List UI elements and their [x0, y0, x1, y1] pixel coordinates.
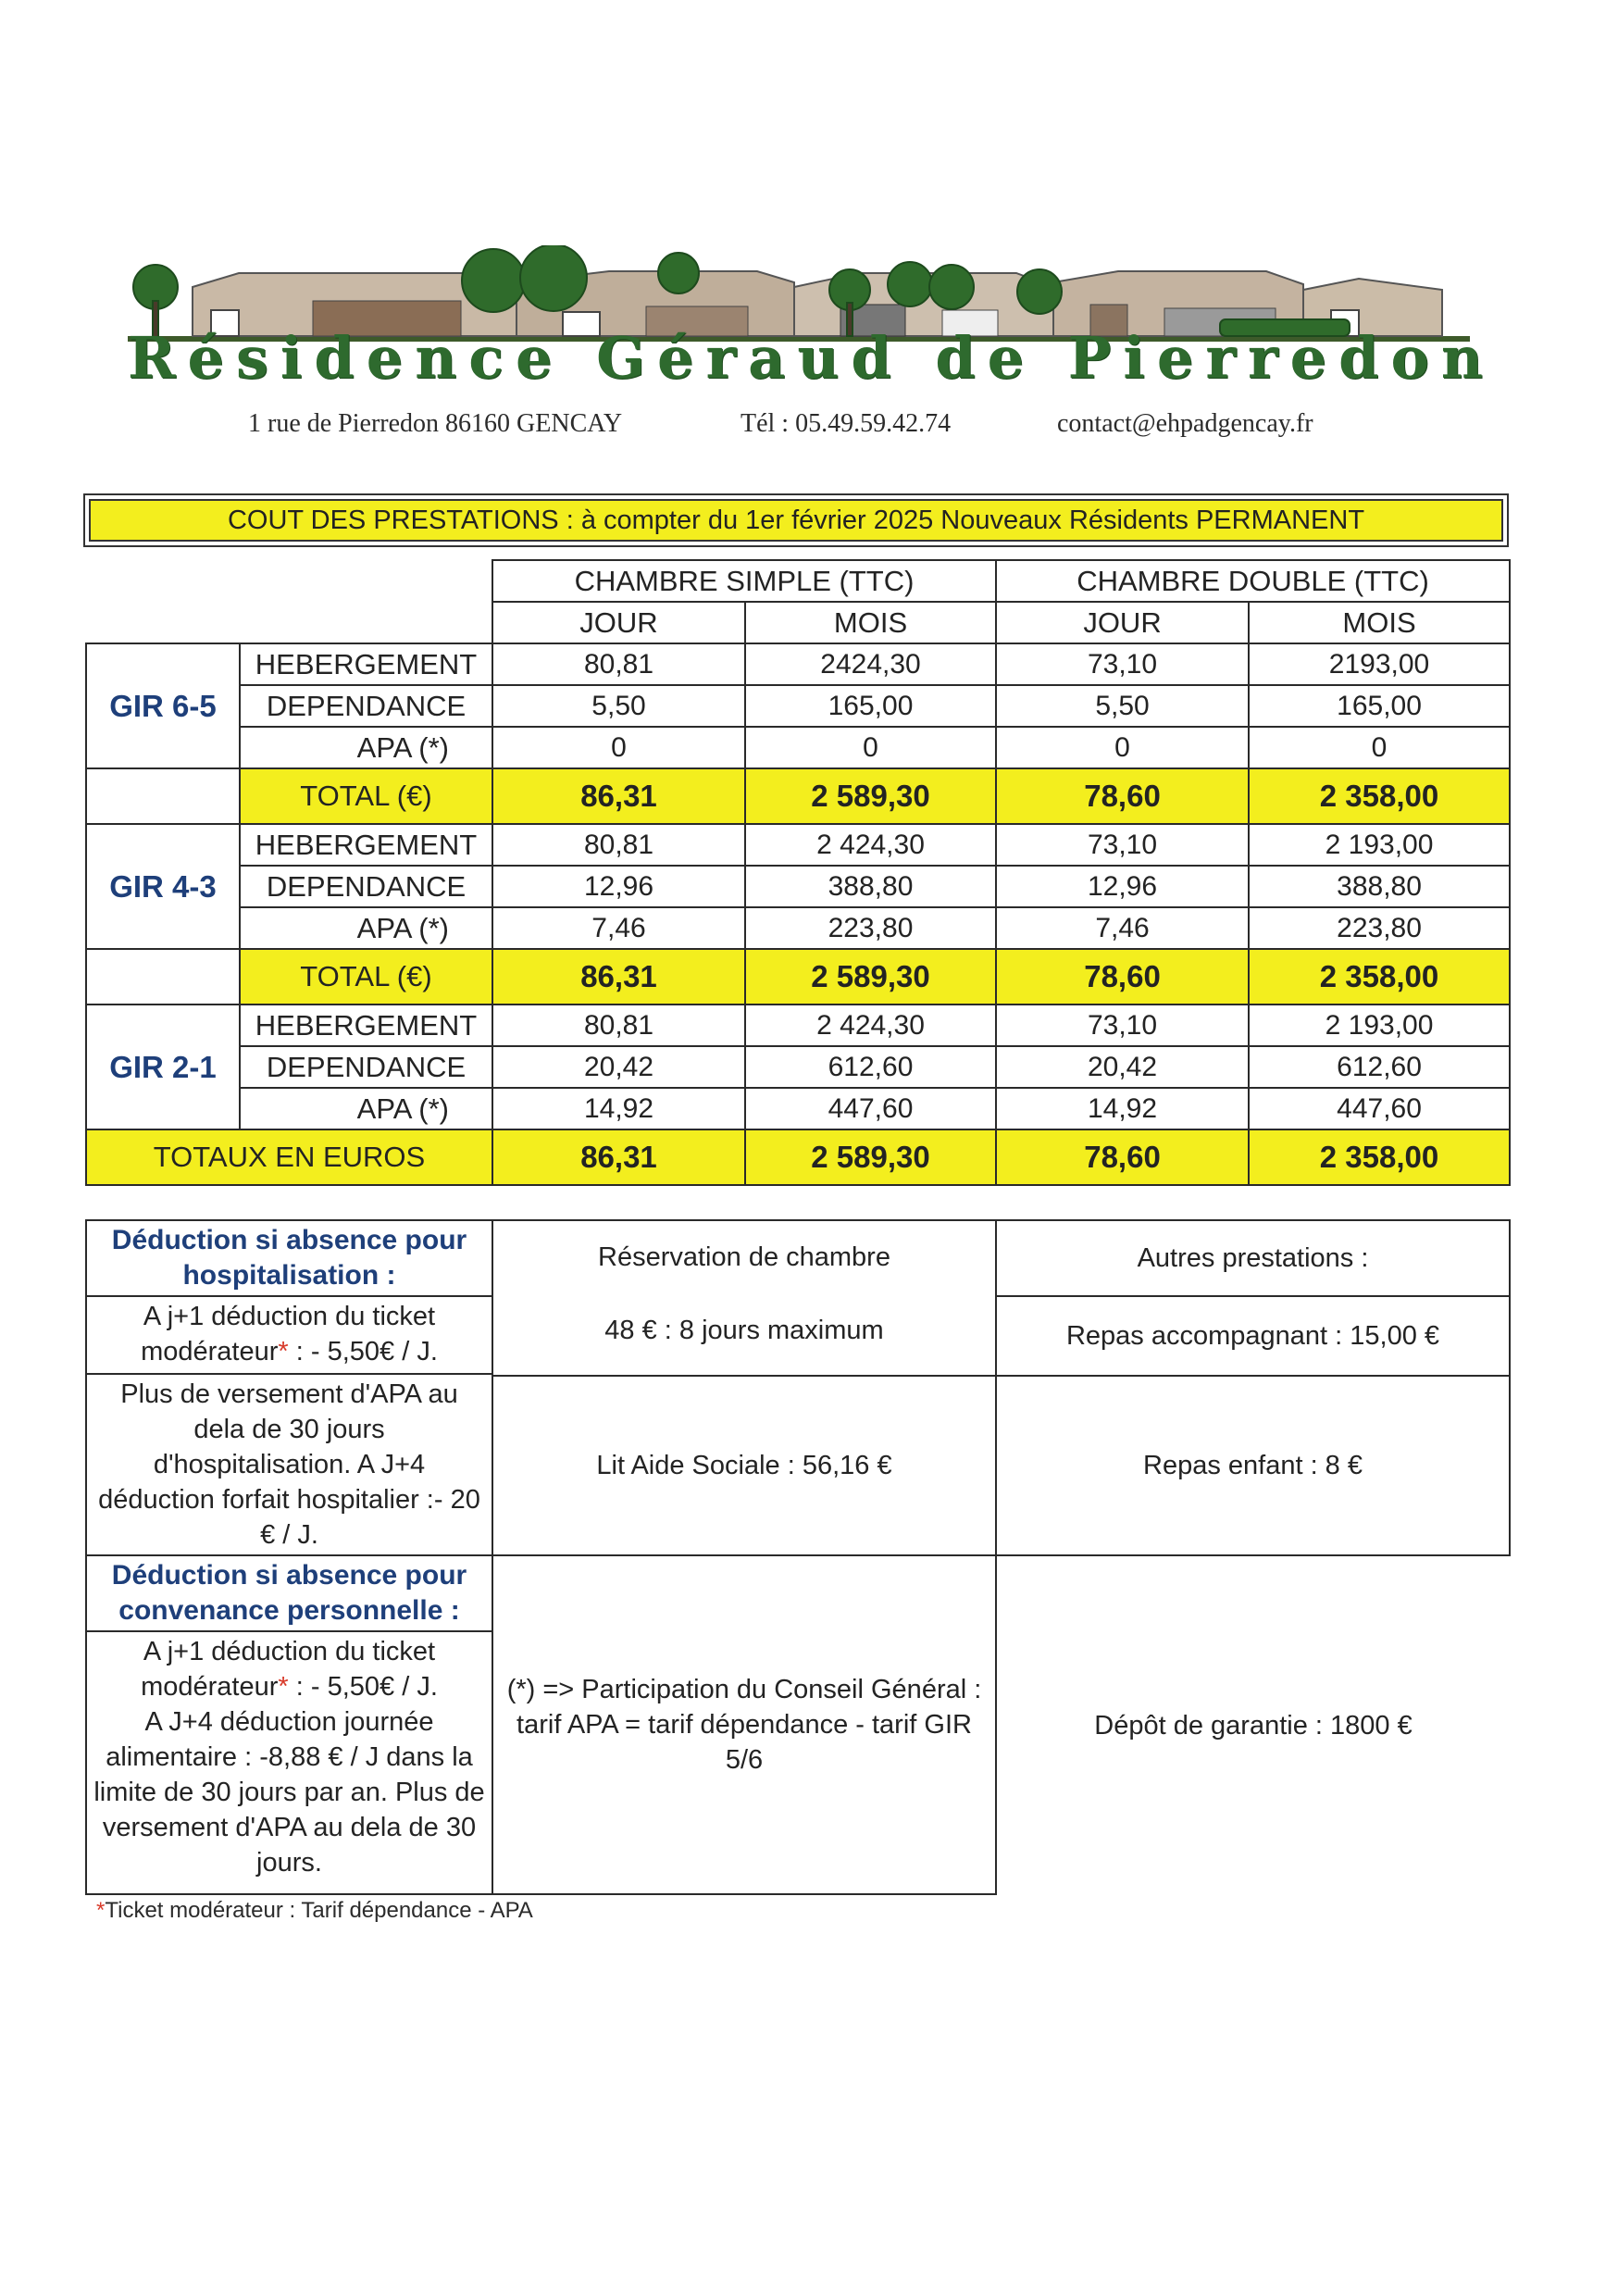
apa-note: (*) => Participation du Conseil Général : tarif APA = tarif dépendance - tarif GIR 5/6 — [492, 1555, 996, 1894]
address: 1 rue de Pierredon 86160 GENCAY — [248, 409, 623, 438]
cell: 2193,00 — [1249, 643, 1510, 685]
hosp-body: Plus de versement d'APA au dela de 30 jours d'hospitalisation. A J+4 déduction forfait hospitalier :- 20 € / J. — [87, 1373, 492, 1553]
cell: 0 — [492, 727, 745, 768]
gir-label: GIR 4-3 — [86, 824, 240, 949]
asterisk: * — [96, 1898, 106, 1923]
conv-title: Déduction si absence pour convenance personnelle : — [86, 1555, 492, 1631]
cell: 2 193,00 — [1249, 824, 1510, 866]
row-label: APA (*) — [240, 1088, 492, 1129]
footnote — [96, 1898, 533, 1924]
total-label: TOTAL (€) — [240, 949, 492, 1004]
cell: 447,60 — [1249, 1088, 1510, 1129]
col-mois: MOIS — [745, 602, 996, 643]
total-cell: 78,60 — [996, 768, 1249, 824]
total-cell: 78,60 — [996, 1129, 1249, 1185]
table-row — [86, 643, 1510, 685]
asterisk: * — [278, 1672, 289, 1702]
ticket-amount: : - 5,50€ / J. — [288, 1672, 438, 1702]
cell: 2 424,30 — [745, 824, 996, 866]
cell: 165,00 — [745, 685, 996, 727]
gir-label: GIR 6-5 — [86, 643, 240, 768]
empty-cell — [86, 949, 240, 1004]
conv-details — [86, 1631, 492, 1894]
cell: 0 — [996, 727, 1249, 768]
phone: Tél : 05.49.59.42.74 — [741, 409, 952, 438]
total-cell: 2 358,00 — [1249, 1129, 1510, 1185]
total-cell: 2 589,30 — [745, 1129, 996, 1185]
table-row — [86, 685, 1510, 727]
cell: 2424,30 — [745, 643, 996, 685]
table-row — [86, 866, 1510, 907]
cell: 14,92 — [996, 1088, 1249, 1129]
cell: 73,10 — [996, 643, 1249, 685]
reservation-title: Réservation de chambre — [598, 1242, 890, 1272]
table-row — [86, 824, 1510, 866]
repas-enfant: Repas enfant : 8 € — [996, 1376, 1510, 1555]
cell: 2 193,00 — [1249, 1004, 1510, 1046]
cell: 612,60 — [1249, 1046, 1510, 1088]
cell: 223,80 — [1249, 907, 1510, 949]
email: contact@ehpadgencay.fr — [1057, 409, 1313, 438]
ticket-word: modérateur — [141, 1337, 279, 1366]
cell: 5,50 — [996, 685, 1249, 727]
reservation-cell — [492, 1220, 996, 1376]
total-cell: 2 358,00 — [1249, 949, 1510, 1004]
info-row — [86, 1555, 1510, 1631]
cell: 0 — [745, 727, 996, 768]
reservation-value: 48 € : 8 jours maximum — [604, 1316, 884, 1345]
cell: 388,80 — [745, 866, 996, 907]
cell: 12,96 — [996, 866, 1249, 907]
table-row — [86, 727, 1510, 768]
total-cell: 2 358,00 — [1249, 768, 1510, 824]
cell: 5,50 — [492, 685, 745, 727]
table-row — [86, 1088, 1510, 1129]
conv-body: A J+4 déduction journée alimentaire : -8,88 € / J dans la limite de 30 jours par an. Plus de versement d'APA au dela de 30 jours. — [93, 1707, 485, 1878]
row-label: APA (*) — [240, 727, 492, 768]
ticket-amount: : - 5,50€ / J. — [288, 1337, 438, 1366]
footnote-text: Ticket modérateur : Tarif dépendance - APA — [105, 1898, 533, 1923]
cell: 12,96 — [492, 866, 745, 907]
row-label: DEPENDANCE — [240, 1046, 492, 1088]
empty-cell — [86, 768, 240, 824]
row-label: HEBERGEMENT — [240, 643, 492, 685]
cell: 223,80 — [745, 907, 996, 949]
total-row — [86, 768, 1510, 824]
depot-garantie: Dépôt de garantie : 1800 € — [996, 1555, 1510, 1894]
info-row — [86, 1220, 1510, 1296]
row-label: DEPENDANCE — [240, 685, 492, 727]
cell: 165,00 — [1249, 685, 1510, 727]
col-jour: JOUR — [996, 602, 1249, 643]
repas-accompagnant: Repas accompagnant : 15,00 € — [996, 1296, 1510, 1376]
grand-total-row — [86, 1129, 1510, 1185]
lit-aide-sociale: Lit Aide Sociale : 56,16 € — [492, 1376, 996, 1555]
info-table — [85, 1219, 1511, 1895]
cell: 20,42 — [996, 1046, 1249, 1088]
asterisk: * — [278, 1337, 289, 1366]
total-cell: 2 589,30 — [745, 949, 996, 1004]
cell: 73,10 — [996, 1004, 1249, 1046]
cell: 7,46 — [996, 907, 1249, 949]
total-cell: 2 589,30 — [745, 768, 996, 824]
table-row — [86, 1004, 1510, 1046]
cell: 2 424,30 — [745, 1004, 996, 1046]
cell: 80,81 — [492, 1004, 745, 1046]
row-label: HEBERGEMENT — [240, 824, 492, 866]
total-cell: 78,60 — [996, 949, 1249, 1004]
cell: 0 — [1249, 727, 1510, 768]
cell: 388,80 — [1249, 866, 1510, 907]
cell: 80,81 — [492, 824, 745, 866]
hosp-details — [86, 1296, 492, 1555]
total-cell: 86,31 — [492, 768, 745, 824]
total-row — [86, 949, 1510, 1004]
row-label: HEBERGEMENT — [240, 1004, 492, 1046]
col-jour: JOUR — [492, 602, 745, 643]
col-chambre-double: CHAMBRE DOUBLE (TTC) — [996, 560, 1510, 602]
hosp-line1: A j+1 déduction du ticket — [143, 1302, 436, 1331]
grand-total-label: TOTAUX EN EUROS — [86, 1129, 492, 1185]
cell: 14,92 — [492, 1088, 745, 1129]
row-label: DEPENDANCE — [240, 866, 492, 907]
tariff-table — [85, 559, 1511, 1186]
hosp-line2 — [93, 1334, 486, 1369]
ticket-word: modérateur — [141, 1672, 279, 1702]
conv-line2 — [93, 1669, 486, 1704]
total-cell: 86,31 — [492, 1129, 745, 1185]
conv-line1: A j+1 déduction du ticket — [143, 1637, 436, 1666]
cell: 80,81 — [492, 643, 745, 685]
col-mois: MOIS — [1249, 602, 1510, 643]
table-row — [86, 907, 1510, 949]
col-chambre-simple: CHAMBRE SIMPLE (TTC) — [492, 560, 996, 602]
autres-title: Autres prestations : — [996, 1220, 1510, 1296]
table-header-row — [86, 560, 1510, 602]
total-label: TOTAL (€) — [240, 768, 492, 824]
title-box — [83, 493, 1509, 547]
table-subheader-row — [86, 602, 1510, 643]
total-cell: 86,31 — [492, 949, 745, 1004]
cell: 73,10 — [996, 824, 1249, 866]
cell: 20,42 — [492, 1046, 745, 1088]
table-row — [86, 1046, 1510, 1088]
cell: 7,46 — [492, 907, 745, 949]
residence-name: Résidence Géraud de Pierredon — [128, 324, 1495, 392]
cell: 447,60 — [745, 1088, 996, 1129]
cell: 612,60 — [745, 1046, 996, 1088]
row-label: APA (*) — [240, 907, 492, 949]
hosp-title: Déduction si absence pour hospitalisation : — [86, 1220, 492, 1296]
gir-label: GIR 2-1 — [86, 1004, 240, 1129]
page-title: COUT DES PRESTATIONS : à compter du 1er février 2025 Nouveaux Résidents PERMANENT — [89, 499, 1503, 542]
